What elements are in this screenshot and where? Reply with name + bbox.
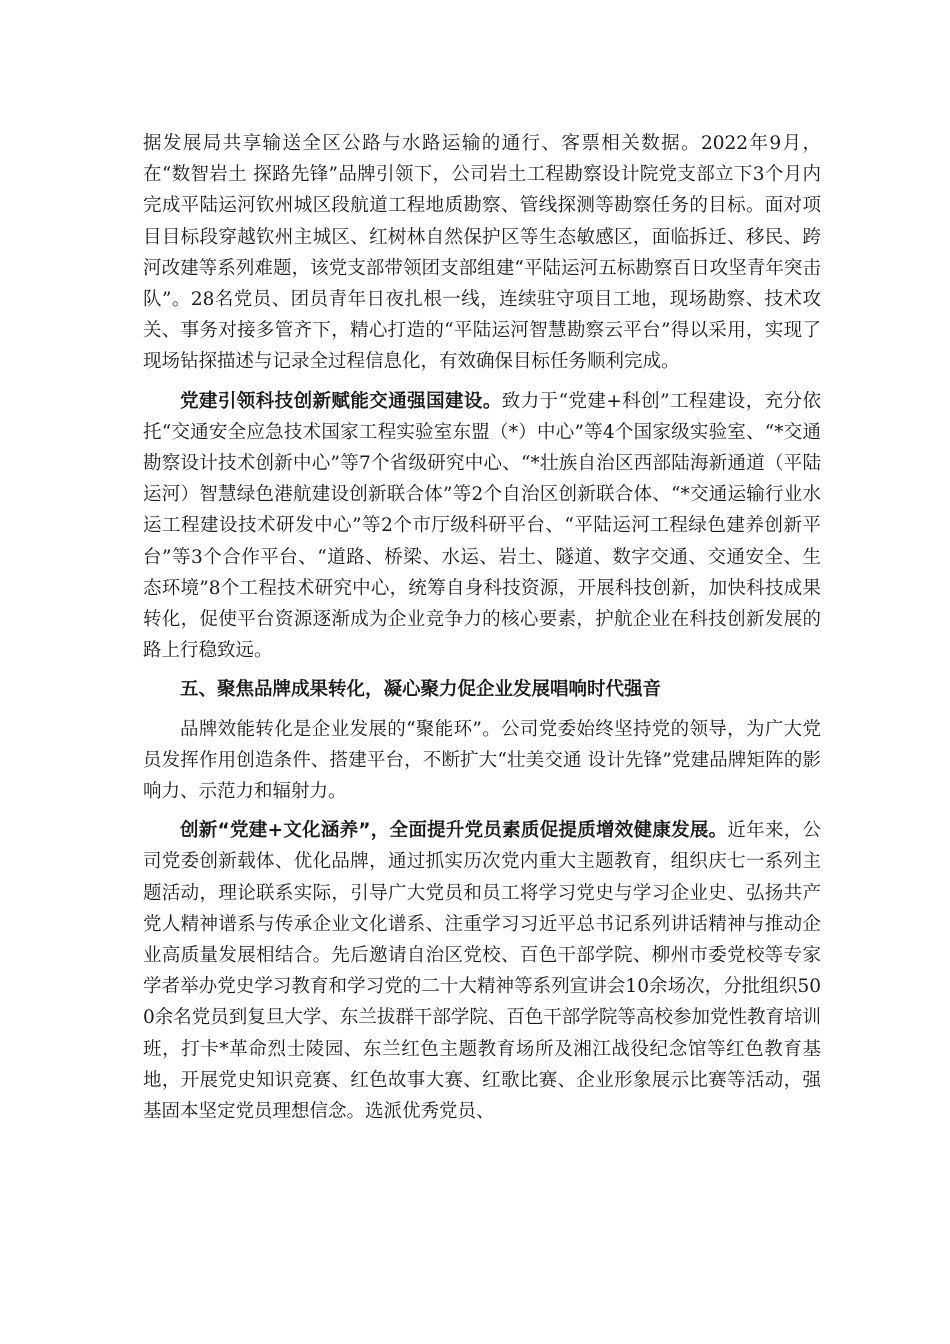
paragraph-text: 近年来，公司党委创新载体、优化品牌，通过抓实历次党内重大主题教育，组织庆七一系列主题活动，理论联系实际，引导广大党员和员工将学习党史与学习企业史、弘扬共产党人精神谱系与传承企业文化谱系、注重学习习近平总书记系列讲话精神与推动企业高质量发展相结合。先后邀请自治区党校、百色干部学院、柳州市委党校等专家学者举办党史学习教育和学习党的二十大精神等系列宣讲会10余场次，分批组织500余名党员到复旦大学、东兰拔群干部学院、百色干部学院等高校参加党性教育培训班，打卡*革命烈士陵园、东兰红色主题教育场所及湘江战役纪念馆等红色教育基地，开展党史知识竞赛、红色故事大赛、红歌比赛、企业形象展示比赛等活动，强基固本坚定党员理想信念。选派优秀党员、 [143,820,821,1123]
section-heading-text: 五、聚焦品牌成果转化，凝心聚力促企业发展唱响时代强音 [180,679,662,701]
section-heading-five [143,674,821,705]
paragraph-text: 据发展局共享输送全区公路与水路运输的通行、客票相关数据。2022年9月，在“数智岩土 探路先锋”品牌引领下，公司岩土工程勘察设计院党支部立下3个月内完成平陆运河钦州城区段航道工程地质勘察、管线探测等勘察任务的目标。面对项目目标段穿越钦州主城区、红树林自然保护区等生态敏感区，面临拆迁、移民、跨河改建等系列难题，该党支部带领团支部组建“平陆运河五标勘察百日攻坚青年突击队”。28名党员、团员青年日夜扎根一线，连续驻守项目工地，现场勘察、技术攻关、事务对接多管齐下，精心打造的“平陆运河智慧勘察云平台”得以采用，实现了现场钻探描述与记录全过程信息化，有效确保目标任务顺利完成。 [143,133,821,373]
paragraph-tech-innovation [143,386,821,667]
paragraph-text: 品牌效能转化是企业发展的“聚能环”。公司党委始终坚持党的领导，为广大党员发挥作用创造条件、搭建平台，不断扩大“壮美交通 设计先锋”党建品牌矩阵的影响力、示范力和辐射力。 [143,718,821,803]
paragraph-culture-cultivation [143,815,821,1127]
paragraph-lead-heading: 创新“党建+文化涵养”，全面提升党员素质促提质增效健康发展。 [180,820,728,842]
paragraph-brand-efficiency [143,714,821,808]
document-body [143,128,821,1127]
paragraph-lead-heading: 党建引领科技创新赋能交通强国建设。 [180,390,502,412]
paragraph-text: 致力于“党建+科创”工程建设，充分依托“交通安全应急技术国家工程实验室东盟（*）中心”等4个国家级实验室、“*交通勘察设计技术创新中心”等7个省级研究中心、“*壮族自治区西部陆海新通道（平陆运河）智慧绿色港航建设创新联合体”等2个自治区创新联合体、“*交通运输行业水运工程建设技术研发中心”等2个市厅级科研平台、“平陆运河工程绿色建养创新平台”等3个合作平台、“道路、桥梁、水运、岩土、隧道、数字交通、交通安全、生态环境”8个工程技术研究中心，统筹自身科技资源，开展科技创新，加快科技成果转化，促使平台资源逐渐成为企业竞争力的核心要素，护航企业在科技创新发展的路上行稳致远。 [143,390,821,662]
paragraph-data-sharing [143,128,821,378]
